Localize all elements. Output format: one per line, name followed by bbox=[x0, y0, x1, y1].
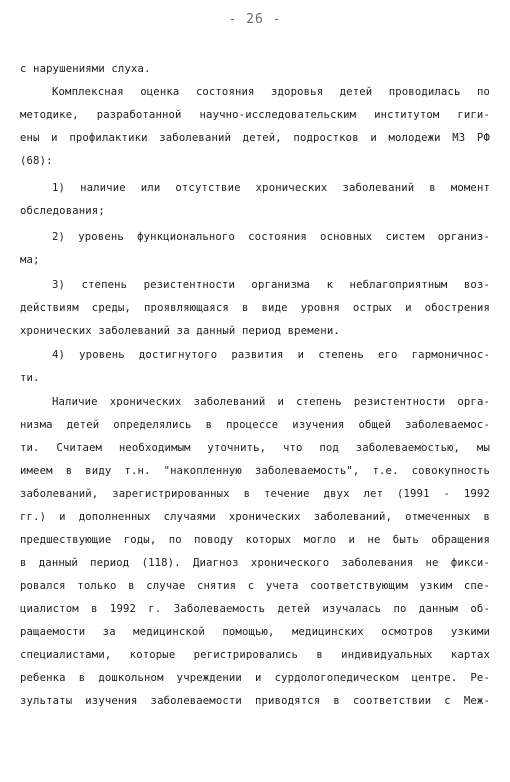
text-line: в данный период (118). Диагноз хронического заболевания не фикси- bbox=[20, 557, 490, 569]
text-line: предшествующие годы, по поводу которых могло и не быть обращения bbox=[20, 534, 490, 546]
text-line: ти. bbox=[20, 372, 40, 384]
page-number: - 26 - bbox=[228, 12, 282, 27]
text-line: 1) наличие или отсутствие хронических заболеваний в момент bbox=[52, 182, 490, 194]
text-line: действиям среды, проявляющаяся в виде уровня острых и обострения bbox=[20, 302, 490, 314]
text-line: имеем в виду т.н. "накопленную заболеваемость", т.е. совокупность bbox=[20, 465, 490, 477]
text-line: ращаемости за медицинской помощью, медицинских осмотров узкими bbox=[20, 626, 490, 638]
text-line: ровался только в случае снятия с учета соответствующим узким спе- bbox=[20, 580, 490, 592]
text-line: низма детей определялись в процессе изучения общей заболеваемос- bbox=[20, 419, 490, 431]
text-line: обследования; bbox=[20, 205, 105, 217]
text-line: методике, разработанной научно-исследовательским институтом гиги- bbox=[20, 109, 490, 121]
text-line: 3) степень резистентности организма к неблагоприятным воз- bbox=[52, 279, 490, 291]
text-line: 4) уровень достигнутого развития и степень его гармоничнос- bbox=[52, 349, 490, 361]
text-line: 2) уровень функционального состояния основных систем организ- bbox=[52, 231, 490, 243]
text-line: ребенка в дошкольном учреждении и сурдологопедическом центре. Ре- bbox=[20, 672, 490, 684]
text-line: заболеваний, зарегистрированных в течение двух лет (1991 - 1992 bbox=[20, 488, 490, 500]
text-line: Комплексная оценка состояния здоровья детей проводилась по bbox=[52, 86, 490, 98]
text-line: с нарушениями слуха. bbox=[20, 63, 151, 75]
text-line: хронических заболеваний за данный период времени. bbox=[20, 325, 340, 337]
text-line: циалистом в 1992 г. Заболеваемость детей изучалась по данным об- bbox=[20, 603, 490, 615]
text-line: ены и профилактики заболеваний детей, подростков и молодежи МЗ РФ bbox=[20, 132, 490, 144]
text-line: Наличие хронических заболеваний и степень резистентности орга- bbox=[52, 396, 490, 408]
text-line: зультаты изучения заболеваемости приводятся в соответствии с Меж- bbox=[20, 695, 490, 707]
text-line: ма; bbox=[20, 254, 40, 266]
text-line: специалистами, которые регистрировались в индивидуальных картах bbox=[20, 649, 490, 661]
text-line: гг.) и дополненных случаями хронических заболеваний, отмеченных в bbox=[20, 511, 490, 523]
text-line: ти. Считаем необходимым уточнить, что под заболеваемостью, мы bbox=[20, 442, 490, 454]
text-line: (68): bbox=[20, 155, 53, 167]
